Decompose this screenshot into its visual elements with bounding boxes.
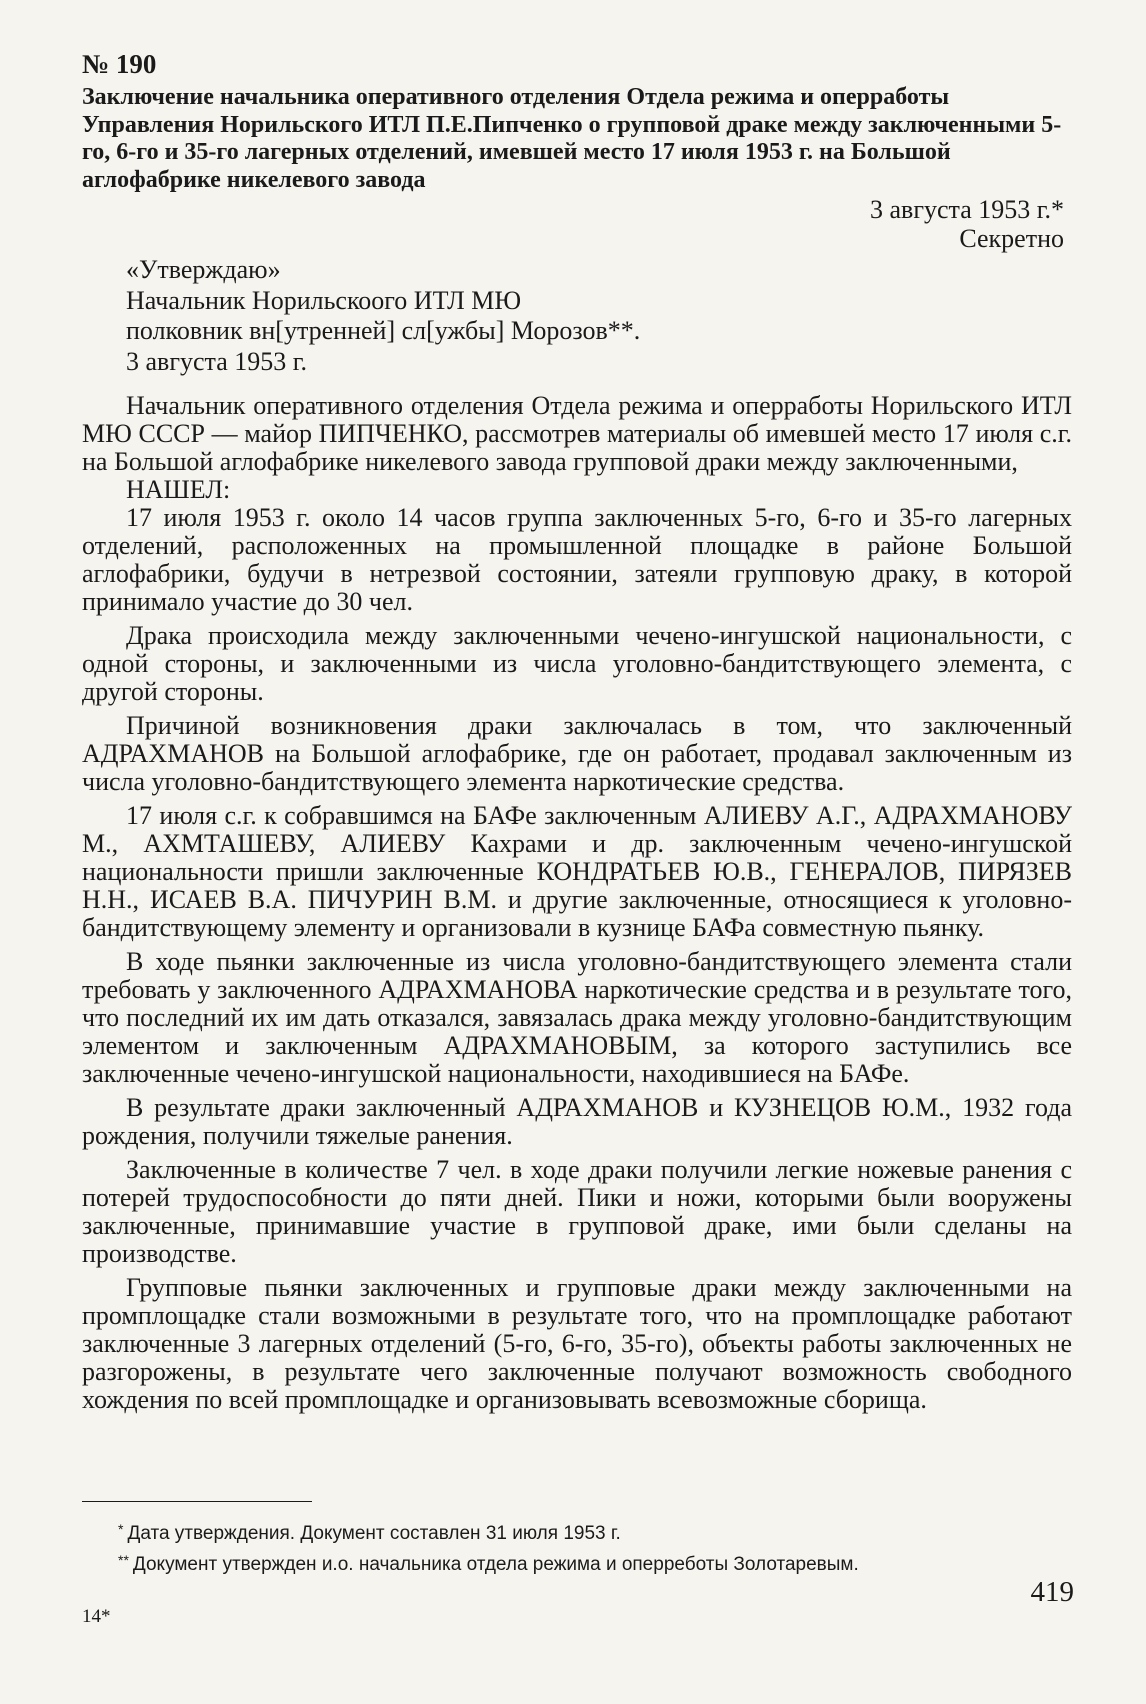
document-title: Заключение начальника оперативного отделения Отдела режима и оперработы Управления Норильского ИТЛ П.Е.Пипченко о групповой драке между заключенными 5-го, 6-го и 35-го лагерных отделений, имевшей место 17 июля 1953 г. на Большой аглофабрике никелевого завода <box>82 84 1062 193</box>
body-paragraph: 17 июля с.г. к собравшимся на БАФе заключенным АЛИЕВУ А.Г., АДРАХМАНОВУ М., АХМТАШЕВУ, АЛИЕВУ Кахрами и др. заключенным чечено-ингушской национальности пришли заключенные КОНДРАТЬЕВ Ю.В., ГЕНЕРАЛОВ, ПИРЯЗЕВ Н.Н., ИСАЕВ В.А. ПИЧУРИН В.М. и другие заключенные, относящиеся к уголовно-бандитствующему элементу и организовали в кузнице БАФа совместную пьянку. <box>82 801 1072 942</box>
approval-heading: «Утверждаю» <box>126 255 281 284</box>
footnote-2-mark: ** <box>118 1552 129 1568</box>
approval-block <box>126 255 826 377</box>
body-paragraph: В ходе пьянки заключенные из числа уголовно-бандитствующего элемента стали требовать у заключенного АДРАХМАНОВА наркотические средства и в результате того, что последний их им дать отказался, завязалась драка между уголовно-бандитствующим элементом и заключенным АДРАХМАНОВЫМ, за которого заступились все заключенные чечено-ингушской национальности, находившиеся на БАФе. <box>82 947 1072 1088</box>
approval-signatory: полковник вн[утренней] сл[ужбы] Морозов**. <box>126 316 641 345</box>
body-paragraph: 17 июля 1953 г. около 14 часов группа заключенных 5-го, 6-го и 35-го лагерных отделений, расположенных на промышленной площадке в районе Большой аглофабрики, будучи в нетрезвой состоянии, затеяли групповую драку, в которой принимало участие до 30 чел. <box>82 503 1072 616</box>
footnote-2 <box>118 1547 1078 1578</box>
found-heading: НАШЕЛ: <box>126 475 231 504</box>
document-number: № 190 <box>82 49 157 79</box>
footnote-1-text: Дата утверждения. Документ составлен 31 июля 1953 г. <box>127 1523 621 1544</box>
body-paragraph: В результате драки заключенный АДРАХМАНОВ и КУЗНЕЦОВ Ю.М., 1932 года рождения, получили тяжелые ранения. <box>82 1093 1072 1150</box>
body-paragraph: Причиной возникновения драки заключалась в том, что заключенный АДРАХМАНОВ на Большой аглофабрике, где он работает, продавал заключенным из числа уголовно-бандитствующего элемента наркотические средства. <box>82 711 1072 796</box>
page-number: 419 <box>1030 1576 1074 1608</box>
document-body <box>82 392 1072 1420</box>
document-date: 3 августа 1953 г.* <box>870 195 1064 224</box>
classification-label: Секретно <box>959 224 1064 253</box>
body-paragraph: Драка происходила между заключенными чечено-ингушской национальности, с одной стороны, и заключенными из числа уголовно-бандитствующего элемента, с другой стороны. <box>82 621 1072 706</box>
body-paragraph: Групповые пьянки заключенных и групповые драки между заключенными на промплощадке стали возможными в результате того, что на промплощадке работают заключенные 3 лагерных отделений (5-го, 6-го, 35-го), объекты работы заключенных не разгорожены, в результате чего заключенные получают возможность свободного хождения по всей промплощадке и организовывать всевозможные сборища. <box>82 1273 1072 1414</box>
approval-position: Начальник Норильскоого ИТЛ МЮ <box>126 285 522 315</box>
footnote-divider <box>82 1501 312 1502</box>
printer-signature-mark: 14* <box>82 1606 111 1627</box>
footnotes <box>118 1516 1078 1578</box>
body-paragraph: Заключенные в количестве 7 чел. в ходе драки получили легкие ножевые ранения с потерей трудоспособности до пяти дней. Пики и ножи, которыми были вооружены заключенные, принимавшие участие в групповой драке, ими были сделаны на производстве. <box>82 1155 1072 1268</box>
intro-paragraph: Начальник оперативного отделения Отдела режима и оперработы Норильского ИТЛ МЮ СССР — майор ПИПЧЕНКО, рассмотрев материалы об имевшей место 17 июля с.г. на Большой аглофабрике никелевого завода групповой драки между заключенными, <box>82 391 1072 476</box>
footnote-2-text: Документ утвержден и.о. начальника отдела режима и оперреботы Золотаревым. <box>132 1554 859 1575</box>
footnote-1 <box>118 1516 1078 1547</box>
approval-date: 3 августа 1953 г. <box>126 346 307 376</box>
footnote-1-mark: * <box>118 1521 124 1537</box>
